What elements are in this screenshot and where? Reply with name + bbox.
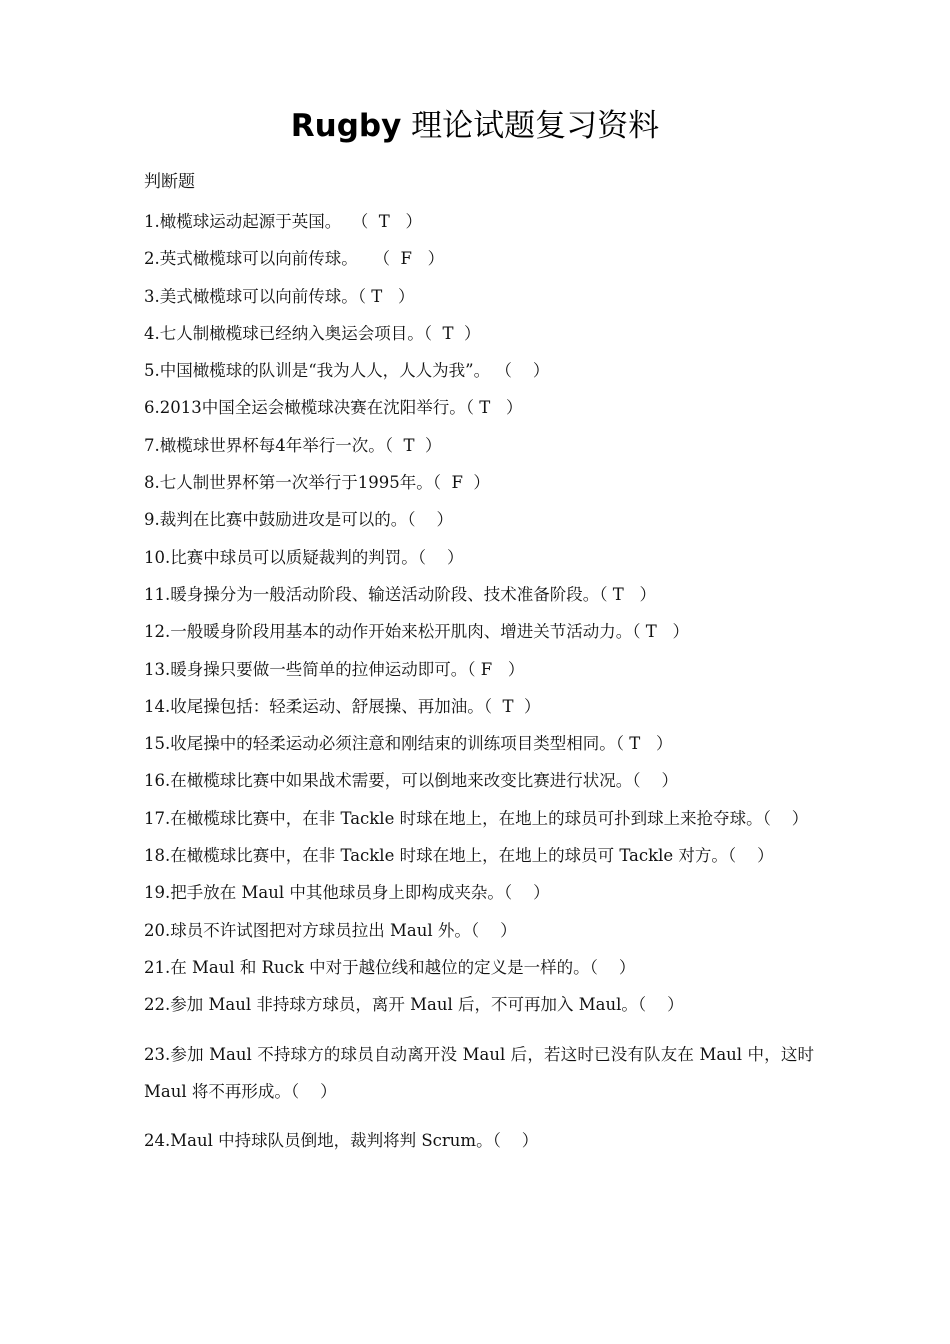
question-item: 17.在橄榄球比赛中，在非 Tackle 时球在地上，在地上的球员可扑到球上来抢夺球。（ ） xyxy=(144,808,809,828)
question-item: 19.把手放在 Maul 中其他球员身上即构成夹杂。（ ） xyxy=(144,883,550,903)
question-item: 3.美式橄榄球可以向前传球。（ T ） xyxy=(144,286,415,306)
question-item: 2.英式橄榄球可以向前传球。 （ F ） xyxy=(144,249,445,269)
question-item: 6.2013中国全运会橄榄球决赛在沈阳举行。（ T ） xyxy=(144,398,523,418)
question-item: 13.暖身操只要做一些简单的拉伸运动即可。（ F ） xyxy=(144,659,525,679)
question-item: 15.收尾操中的轻柔运动必须注意和刚结束的训练项目类型相同。（ T ） xyxy=(144,734,673,754)
question-item: 5.中国橄榄球的队训是“我为人人，人人为我”。 （ ） xyxy=(144,361,550,381)
question-item: 4.七人制橄榄球已经纳入奥运会项目。（ T ） xyxy=(144,323,481,343)
question-item: 16.在橄榄球比赛中如果战术需要，可以倒地来改变比赛进行状况。（ ） xyxy=(144,771,678,791)
title-latin: Rugby xyxy=(290,108,402,144)
question-item: 1.橄榄球运动起源于英国。 （ T ） xyxy=(144,212,422,231)
section-label: 判断题 xyxy=(144,172,195,192)
question-item: 14.收尾操包括：轻柔运动、舒展操、再加油。（ T ） xyxy=(144,696,541,716)
question-item: 11.暖身操分为一般活动阶段、输送活动阶段、技术准备阶段。（ T ） xyxy=(144,584,656,604)
question-list xyxy=(144,203,820,1159)
title-cjk: 理论试题复习资料 xyxy=(401,108,660,144)
question-item: 12.一般暖身阶段用基本的动作开始来松开肌肉、增进关节活动力。（ T ） xyxy=(144,622,689,642)
question-item: 18.在橄榄球比赛中，在非 Tackle 时球在地上，在地上的球员可 Tackle 对方。（ ） xyxy=(144,846,774,866)
question-item: 9.裁判在比赛中鼓励进攻是可以的。（ ） xyxy=(144,510,453,530)
question-item: 24.Maul 中持球队员倒地，裁判将判 Scrum。（ ） xyxy=(144,1131,539,1151)
question-item: 22.参加 Maul 非持球方球员，离开 Maul 后，不可再加入 Maul。（ ） xyxy=(144,995,684,1015)
question-item: 23.参加 Maul 不持球方的球员自动离开没 Maul 后，若这时已没有队友在 Maul 中，这时 Maul 将不再形成。（ ） xyxy=(144,1044,820,1101)
question-item: 7.橄榄球世界杯每4年举行一次。（ T ） xyxy=(144,435,442,455)
question-item: 21.在 Maul 和 Ruck 中对于越位线和越位的定义是一样的。（ ） xyxy=(144,957,636,977)
document-title xyxy=(0,104,950,148)
question-item: 10.比赛中球员可以质疑裁判的判罚。（ ） xyxy=(144,547,464,567)
question-item: 20.球员不许试图把对方球员拉出 Maul 外。（ ） xyxy=(144,920,517,940)
question-item: 8.七人制世界杯第一次举行于1995年。（ F ） xyxy=(144,473,490,493)
